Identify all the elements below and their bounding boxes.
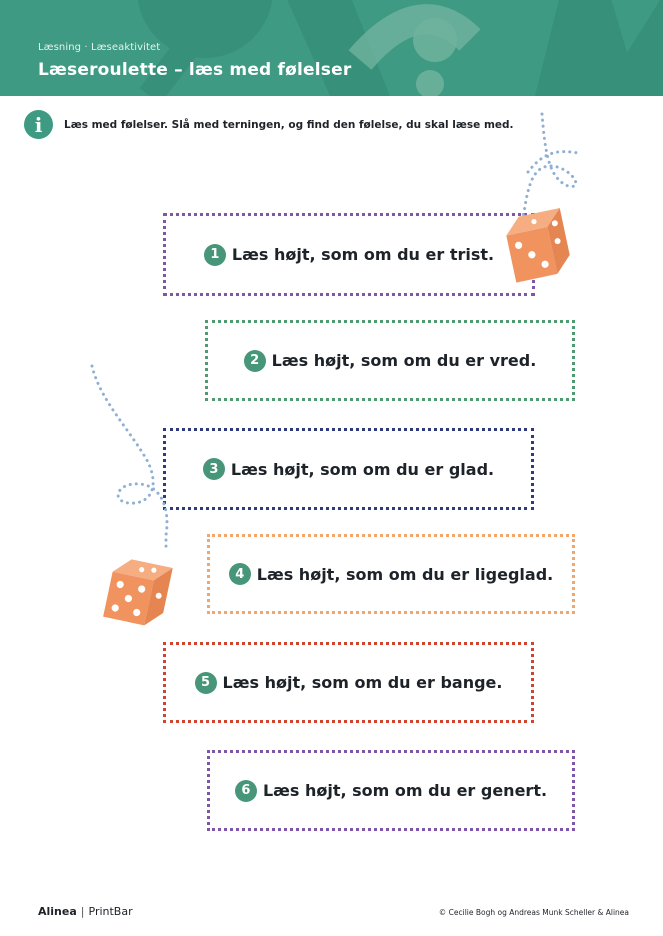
card-number-badge: 2 [244,350,266,372]
copyright: © Cecilie Bogh og Andreas Munk Scheller & Alinea [438,908,629,917]
card-number-badge: 5 [195,672,217,694]
dice-icon [103,556,173,629]
instruction-text: Læs med følelser. Slå med terningen, og find den følelse, du skal læse med. [64,118,514,131]
emotion-card-6 [207,750,575,831]
card-number-badge: 1 [204,244,226,266]
product-name: PrintBar [88,905,133,918]
instruction [24,110,514,139]
emotion-card-2 [205,320,575,401]
footer-separator: | [80,905,85,918]
emotion-card-5 [163,642,534,723]
emotion-card-1 [163,213,535,296]
card-text: Læs højt, som om du er vred. [271,351,537,370]
card-text: Læs højt, som om du er ligeglad. [256,564,554,584]
dice-trail-icon [92,366,167,550]
header-banner [0,0,663,96]
footer-brand [38,905,133,918]
card-number-badge: 6 [235,780,257,802]
card-text: Læs højt, som om du er genert. [262,781,548,800]
card-text: Læs højt, som om du er bange. [222,673,503,692]
emotion-card-4 [207,534,575,614]
info-icon: i [24,110,53,139]
card-number-badge: 4 [229,563,251,585]
card-text: Læs højt, som om du er glad. [230,459,495,479]
card-text: Læs højt, som om du er trist. [231,245,495,264]
emotion-card-3 [163,428,534,510]
brand-logo: Alinea [38,905,77,918]
dice-trail-icon [520,114,578,224]
card-number-badge: 3 [203,458,225,480]
header-kicker: Læsning · Læseaktivitet [38,42,161,53]
page-title: Læseroulette – læs med følelser [38,60,352,80]
